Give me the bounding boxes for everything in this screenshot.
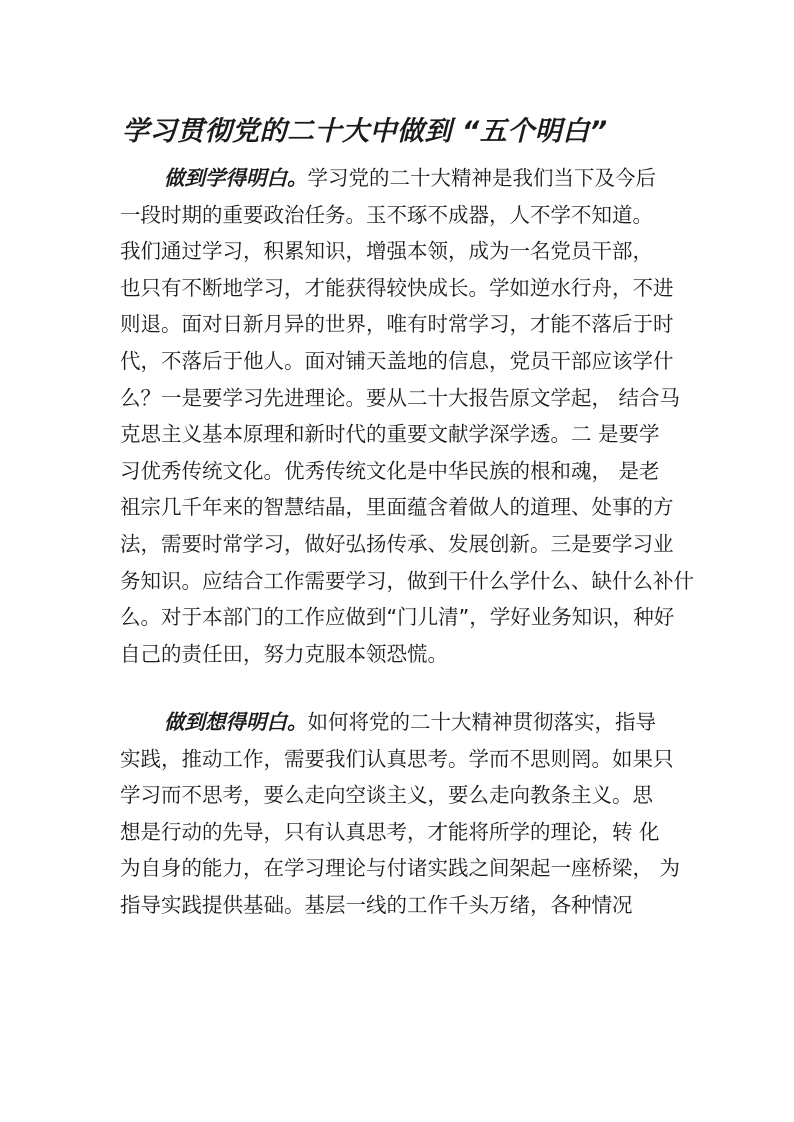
body-line: 么？一是要学习先进理论。要从二十大报告原文学起， 结合马: [120, 385, 681, 410]
body-line: 一段时期的重要政治任务。玉不琢不成器，人不学不知道。: [120, 202, 653, 227]
body-line: 也只有不断地学习，才能获得较快成长。学如逆水行舟，不进: [120, 275, 674, 300]
body-line: 么。对于本部门的工作应做到“门儿清”，学好业务知识，种好: [120, 605, 675, 630]
body-line: 法，需要时常学习，做好弘扬传承、发展创新。三是要学习业: [120, 531, 674, 556]
body-line: 自己的责任田，努力克服本领恐慌。: [120, 641, 448, 666]
paragraph-lead: 做到想得明白。: [164, 710, 308, 734]
body-line: 务知识。应结合工作需要学习，做到干什么学什么、缺什么补什: [120, 568, 694, 593]
body-line: 指导实践提供基础。基层一线的工作千头万绪，各种情况: [120, 892, 633, 917]
body-text: 学习党的二十大精神是我们当下及今后: [307, 166, 656, 190]
paragraph-think-clearly: [120, 704, 700, 924]
paragraph-study-clearly: [120, 160, 700, 672]
body-line: 想是行动的先导，只有认真思考，才能将所学的理论，转 化: [120, 819, 660, 844]
document-title: 学习贯彻党的二十大中做到 “五个明白”: [122, 116, 608, 147]
body-line: 克思主义基本原理和新时代的重要文献学深学透。二 是要学: [120, 422, 660, 447]
paragraph-lead: 做到学得明白。: [164, 166, 308, 190]
paragraph-first-line: [120, 704, 700, 741]
body-line: 学习而不思考，要么走向空谈主义，要么走向教条主义。思: [120, 783, 653, 808]
body-line: 习优秀传统文化。优秀传统文化是中华民族的根和魂， 是老: [120, 458, 660, 483]
body-line: 为自身的能力，在学习理论与付诸实践之间架起一座桥梁， 为: [120, 856, 681, 881]
body-line: 则退。面对日新月异的世界，唯有时常学习，才能不落后于时: [120, 312, 674, 337]
body-line: 实践，推动工作，需要我们认真思考。学而不思则罔。如果只: [120, 746, 674, 771]
body-text: 如何将党的二十大精神贯彻落实，指导: [307, 710, 656, 734]
paragraph-first-line: [120, 160, 700, 197]
body-line: 我们通过学习，积累知识，增强本领，成为一名党员干部，: [120, 239, 653, 264]
body-line: 祖宗几千年来的智慧结晶，里面蕴含着做人的道理、处事的方: [120, 495, 674, 520]
body-line: 代，不落后于他人。面对铺天盖地的信息，党员干部应该学什: [120, 348, 674, 373]
